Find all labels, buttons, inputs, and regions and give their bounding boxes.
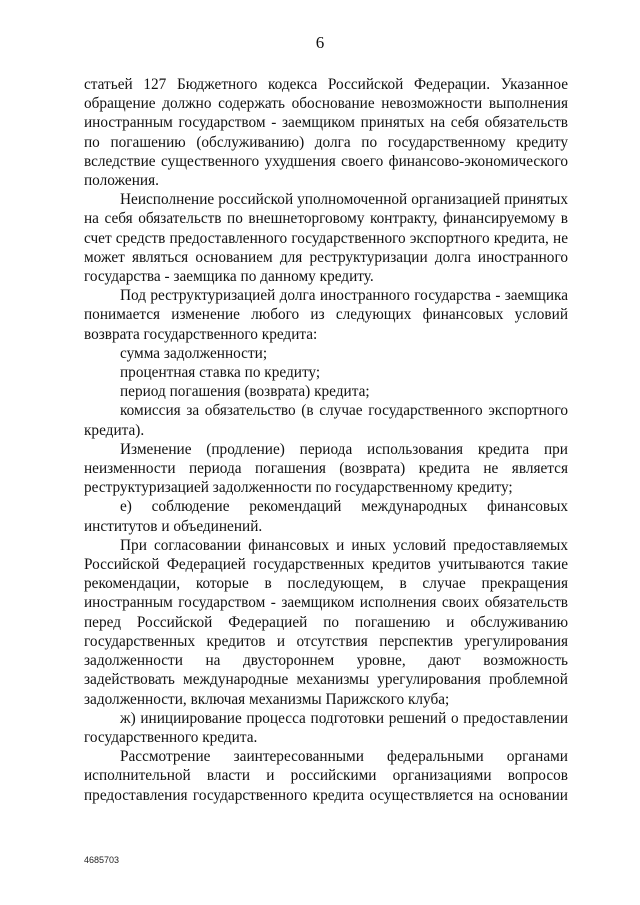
clause-e-recommendations: е) соблюдение рекомендаций международных финансовых институтов и объединений. bbox=[84, 498, 568, 535]
document-code: 4685703 bbox=[84, 855, 120, 865]
clause-zh-initiation: ж) инициирование процесса подготовки решений о предоставлении государственного кредита. bbox=[84, 709, 568, 746]
paragraph-restructuring-definition: Под реструктуризацией долга иностранного государства - заемщика понимается изменение любого из следующих финансовых условий возврата государственного кредита: bbox=[84, 287, 568, 343]
list-item-repayment-period: период погашения (возврата) кредита; bbox=[120, 383, 370, 401]
paragraph-appeal-justification: статьей 127 Бюджетного кодекса Российской Федерации. Указанное обращение должно содержать обоснование невозможности выполнения иностранным государством - заемщиком принятых на себя обязательств по погашению (обслуживанию) долга по государственному кредиту вследствие существенного ухудшения своего финансово-экономического положения. bbox=[84, 76, 568, 190]
document-body bbox=[84, 75, 568, 805]
list-item-commitment-fee: комиссия за обязательство (в случае государственного экспортного кредита). bbox=[84, 402, 568, 439]
paragraph-paris-club: При согласовании финансовых и иных условий предоставляемых Российской Федерацией государственных кредитов учитываются такие рекомендации, которые в последующем, в случае прекращения иностранным государством - заемщиком исполнения своих обязательств перед Российской Федерацией по погашению и обслуживанию государственных кредитов и отсутствия перспектив урегулирования задолженности на двустороннем уровне, дают возможность задействовать международные механизмы урегулирования проблемной задолженности, включая механизмы Парижского клуба; bbox=[84, 536, 568, 708]
paragraph-consideration: Рассмотрение заинтересованными федеральными органами исполнительной власти и российскими организациями вопросов предоставления государственного кредита осуществляется на основании bbox=[84, 748, 568, 804]
list-item-debt-amount: сумма задолженности; bbox=[120, 344, 268, 362]
paragraph-non-performance: Неисполнение российской уполномоченной организацией принятых на себя обязательств по внешнеторговому контракту, финансируемому в счет средств предоставленного государственного экспортного кредита, не может являться основанием для реструктуризации долга иностранного государства - заемщика по данному кредиту. bbox=[84, 191, 568, 286]
page-number: 6 bbox=[315, 33, 325, 52]
paragraph-period-extension: Изменение (продление) периода использования кредита при неизменности периода погашения (возврата) кредита не является реструктуризацией задолженности по государственному кредиту; bbox=[84, 440, 568, 497]
list-item-interest-rate: процентная ставка по кредиту; bbox=[120, 364, 321, 382]
